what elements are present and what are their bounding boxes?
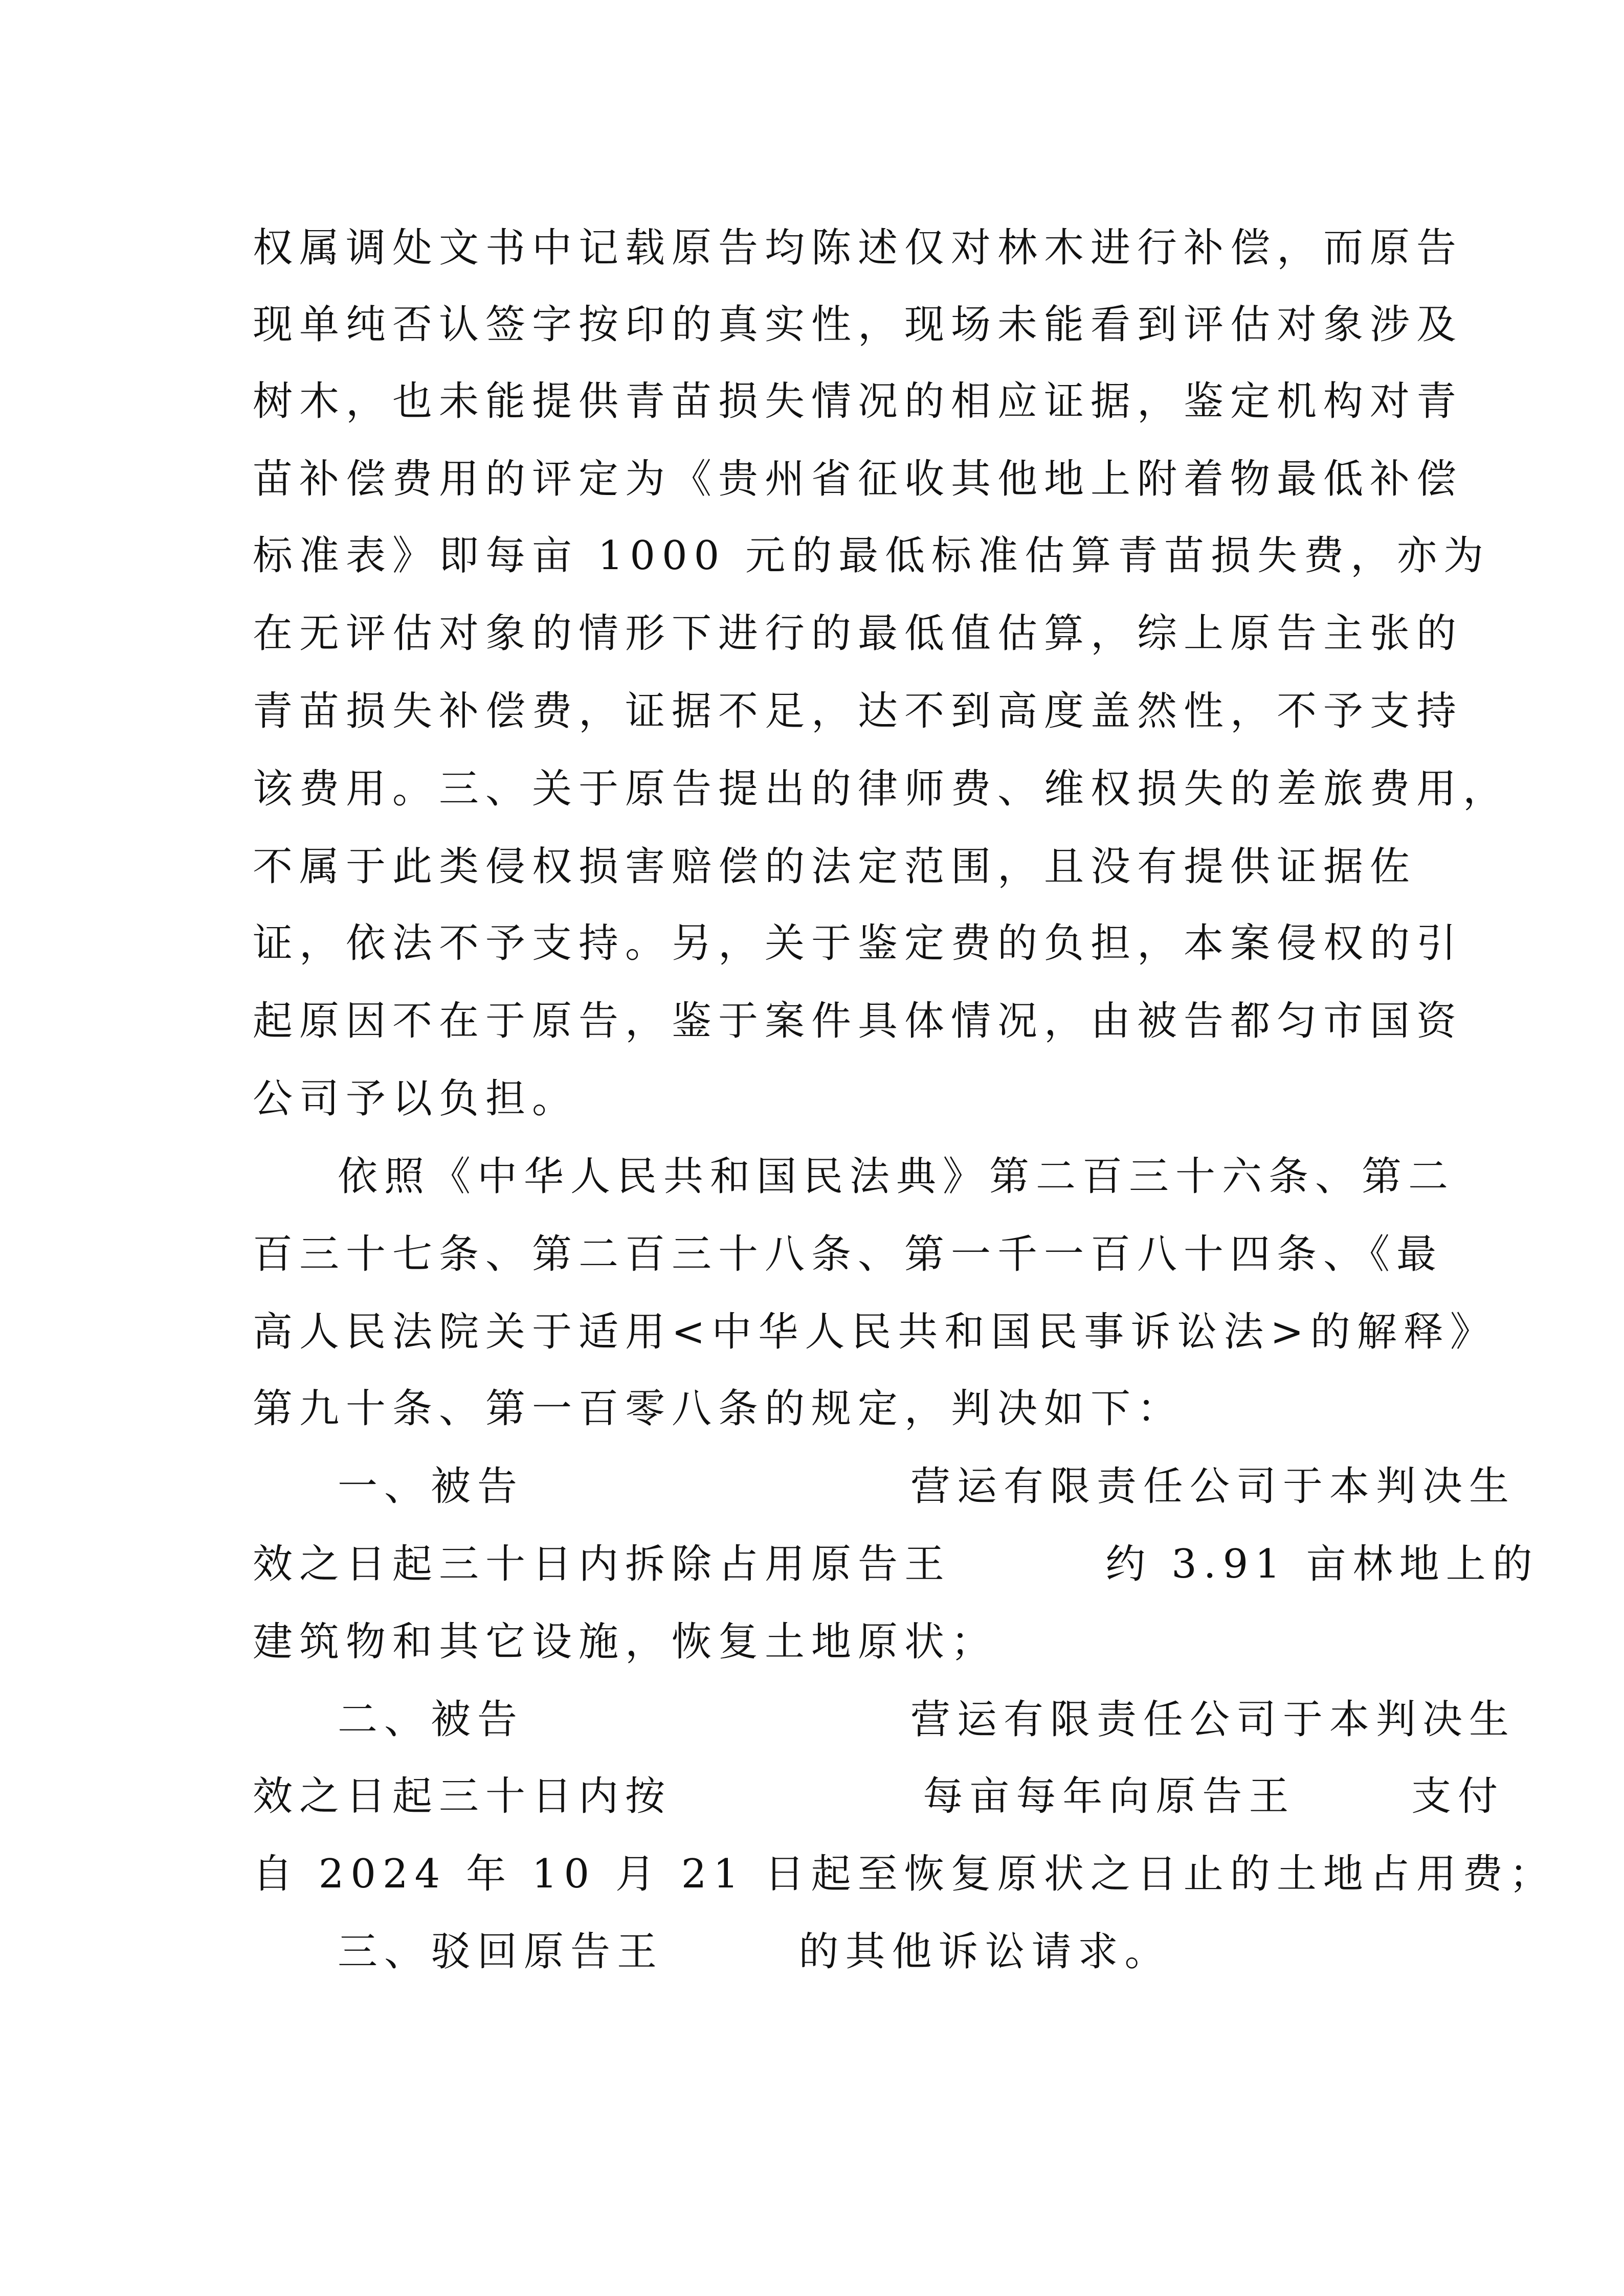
paragraph-line: 权属调处文书中记载原告均陈述仅对林木进行补偿，而原告 — [253, 225, 1463, 271]
judgment-item-1-line: 效之日起三十日内拆除占用原告王 约 3.91 亩林地上的 — [253, 1541, 1539, 1587]
paragraph-line: 依照《中华人民共和国民法典》第二百三十六条、第二 — [338, 1154, 1455, 1200]
paragraph-line: 证，依法不予支持。另，关于鉴定费的负担，本案侵权的引 — [253, 920, 1463, 966]
paragraph-line: 起原因不在于原告，鉴于案件具体情况，由被告都匀市国资 — [253, 998, 1463, 1044]
paragraph-line: 现单纯否认签字按印的真实性，现场未能看到评估对象涉及 — [253, 302, 1463, 348]
paragraph-line: 苗补偿费用的评定为《贵州省征收其他地上附着物最低补偿 — [253, 456, 1463, 502]
judgment-item-1-line: 一、被告 营运有限责任公司于本判决生 — [338, 1464, 1516, 1510]
judgment-item-2-line: 效之日起三十日内按 每亩每年向原告王 支付 — [253, 1773, 1505, 1819]
judgment-item-3-line: 三、驳回原告王 的其他诉讼请求。 — [338, 1929, 1171, 1975]
paragraph-line: 树木，也未能提供青苗损失情况的相应证据，鉴定机构对青 — [253, 378, 1463, 424]
paragraph-line: 标准表》即每亩 1000 元的最低标准估算青苗损失费，亦为 — [253, 533, 1490, 579]
paragraph-line: 在无评估对象的情形下进行的最低值估算，综上原告主张的 — [253, 611, 1463, 657]
paragraph-line: 第九十条、第一百零八条的规定，判决如下： — [253, 1386, 1184, 1432]
paragraph-line: 高人民法院关于适用<中华人民共和国民事诉讼法>的解释》 — [253, 1309, 1497, 1355]
judgment-item-2-line: 自 2024 年 10 月 21 日起至恢复原状之日止的土地占用费； — [253, 1851, 1556, 1897]
paragraph-line: 百三十七条、第二百三十八条、第一千一百八十四条、《最 — [253, 1231, 1443, 1277]
paragraph-line: 该费用。三、关于原告提出的律师费、维权损失的差旅费用， — [253, 766, 1510, 812]
judgment-item-2-line: 二、被告 营运有限责任公司于本判决生 — [338, 1697, 1516, 1743]
paragraph-line: 青苗损失补偿费，证据不足，达不到高度盖然性，不予支持 — [253, 688, 1463, 734]
judgment-item-1-line: 建筑物和其它设施，恢复土地原状； — [253, 1619, 998, 1665]
paragraph-line: 公司予以负担。 — [253, 1076, 579, 1122]
paragraph-line: 不属于此类侵权损害赔偿的法定范围，且没有提供证据佐 — [253, 844, 1417, 890]
